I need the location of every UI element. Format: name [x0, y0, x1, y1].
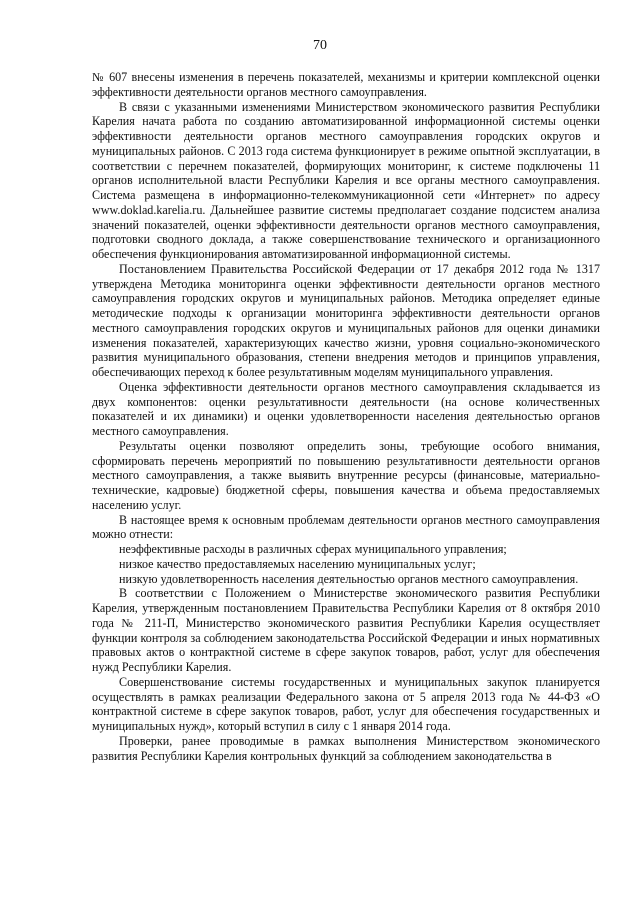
- paragraph-9: Проверки, ранее проводимые в рамках выполнения Министерством экономического развития Республики Карелия контрольных функций за соблюдением законодательства в: [92, 733, 600, 763]
- list-item-1: неэффективные расходы в различных сферах муниципального управления;: [119, 542, 507, 556]
- paragraph-6: В настоящее время к основным проблемам деятельности органов местного самоуправления можно отнести:: [92, 512, 600, 542]
- document-body: [92, 70, 600, 763]
- list-item-2: низкое качество предоставляемых населению муниципальных услуг;: [119, 556, 476, 571]
- paragraph-2: В связи с указанными изменениями Министерством экономического развития Республики Карелия начата работа по созданию автоматизированной информационной системы оценки эффективности деятельности органов местного самоуправления городских округов и муниципальных районов. С 2013 года система функционирует в режиме опытной эксплуатации, в соответствии с перечнем показателей, формирующих мониторинг, к системе подключены 11 органов исполнительной власти Республики Карелия и все органы местного самоуправления. Система размещена в информационно-телекоммуникационной сети «Интернет» по адресу www.doklad.karelia.ru. Дальнейшее развитие системы предполагает создание подсистем анализа значений показателей, оценки эффективности деятельности органов местного самоуправления, подготовки сводного доклада, а также совершенствование технического и организационного обеспечения функционирования автоматизированной информационной системы.: [92, 99, 600, 261]
- list-item-3: низкую удовлетворенность населения деятельностью органов местного самоуправления.: [119, 571, 579, 586]
- paragraph-1: № 607 внесены изменения в перечень показателей, механизмы и критерии комплексной оценки эффективности деятельности органов местного самоуправления.: [92, 70, 600, 99]
- paragraph-7: В соответствии с Положением о Министерстве экономического развития Республики Карелия, утвержденным постановлением Правительства Республики Карелия от 8 октября 2010 года № 211-П, Министерство экономического развития Республики Карелия осуществляет функции контроля за соблюдением законодательства Российской Федерации и иных нормативных правовых актов о контрактной системе в сфере закупок товаров, работ, услуг для обеспечения нужд Республики Карелия.: [92, 586, 600, 674]
- page-number: 70: [313, 38, 327, 53]
- paragraph-4: Оценка эффективности деятельности органов местного самоуправления складывается из двух компонентов: оценки результативности деятельности (на основе количественных показателей и их динамики) и оценки удовлетворенности населения деятельностью органов местного самоуправления.: [92, 379, 600, 438]
- paragraph-3: Постановлением Правительства Российской Федерации от 17 декабря 2012 года № 1317 утверждена Методика мониторинга оценки эффективности деятельности органов местного самоуправления городских округов и муниципальных районов. Методика определяет единые методические подходы к организации мониторинга эффективности деятельности органов местного самоуправления городских округов и муниципальных районов для оценки динамики изменения показателей, характеризующих качество жизни, уровня социально-экономического развития муниципального образования, степени внедрения методов и принципов управления, обеспечивающих переход к более результативным моделям муниципального управления.: [92, 261, 600, 379]
- paragraph-8: Совершенствование системы государственных и муниципальных закупок планируется осуществлять в рамках реализации Федерального закона от 5 апреля 2013 года № 44-ФЗ «О контрактной системе в сфере закупок товаров, работ, услуг для обеспечения государственных и муниципальных нужд», который вступил в силу с 1 января 2014 года.: [92, 674, 600, 733]
- paragraph-5: Результаты оценки позволяют определить зоны, требующие особого внимания, сформировать перечень мероприятий по повышению результативности деятельности органов местного самоуправления, а также выявить внутренние ресурсы (финансовые, материально-технические, кадровые) бюджетной сферы, повышения качества и объема предоставляемых населению услуг.: [92, 438, 600, 512]
